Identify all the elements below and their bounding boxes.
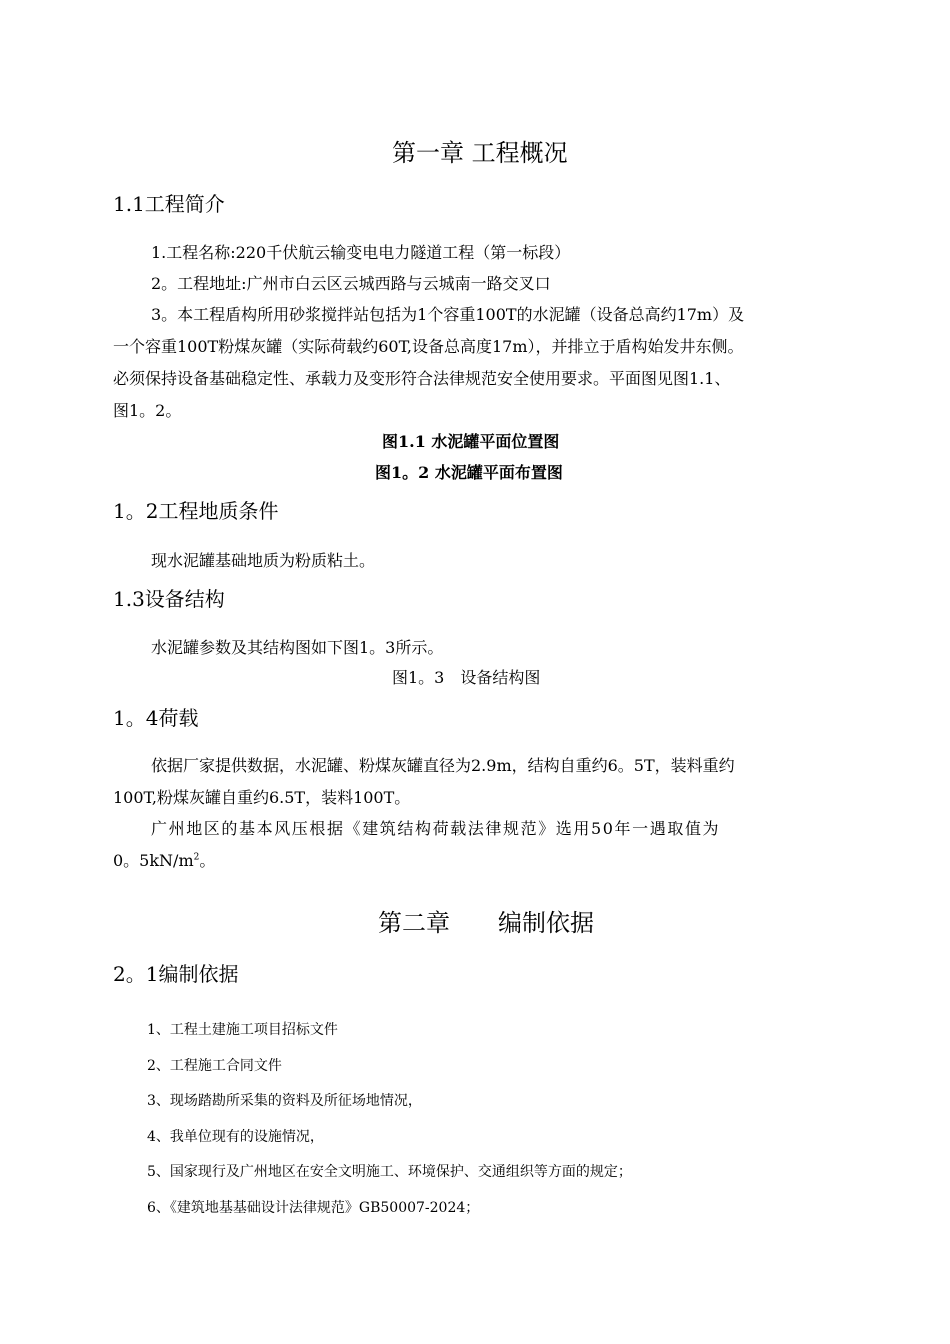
list-item: 3、现场踏勘所采集的资料及所征场地情况， [147,1093,422,1109]
superscript: 2 [193,852,200,863]
list-item: 5、国家现行及广州地区在安全文明施工、环境保护、交通组织等方面的规定； [147,1164,632,1180]
paragraph-project-name: 1.工程名称:220千伏航云输变电电力隧道工程（第一标段） [151,243,571,262]
figure-caption-1-1: 图1.1 水泥罐平面位置图 [382,432,560,451]
paragraph-wind-pressure [113,848,215,871]
paragraph-line: 3。本工程盾构所用砂浆搅拌站包括为1个容重100T的水泥罐（设备总高约17m）及 [151,305,745,324]
section-1-1-heading: 1.1工程简介 [113,192,225,216]
wind-pressure-value: 0。5kN/m [113,851,194,870]
paragraph-line: 广州地区的基本风压根据《建筑结构荷载法律规范》选用50年一遇取值为 [151,819,721,838]
paragraph-structure: 水泥罐参数及其结构图如下图1。3所示。 [151,638,444,657]
figure-caption-1-3: 图1。3 设备结构图 [392,668,541,687]
paragraph-project-address: 2。工程地址:广州市白云区云城西路与云城南一路交叉口 [151,274,551,293]
paragraph-line: 必须保持设备基础稳定性、承载力及变形符合法律规范安全使用要求。平面图见图1.1、 [113,369,731,388]
list-item: 6、《建筑地基基础设计法律规范》GB50007-2024； [147,1200,480,1216]
list-item: 2、工程施工合同文件 [147,1058,282,1074]
section-1-4-heading: 1。4荷载 [113,706,199,730]
list-item: 1、工程土建施工项目招标文件 [147,1022,338,1038]
section-1-3-heading: 1.3设备结构 [113,587,225,611]
paragraph-line: 一个容重100T粉煤灰罐（实际荷载约60T,设备总高度17m），并排立于盾构始发井东侧。 [113,337,744,356]
list-item: 4、我单位现有的设施情况， [147,1129,324,1145]
chapter-2-title: 第二章 编制依据 [378,909,594,937]
period: 。 [199,851,216,870]
paragraph-line: 图1。2。 [113,401,182,420]
paragraph-geology: 现水泥罐基础地质为粉质粘土。 [151,551,376,570]
paragraph-line: 依据厂家提供数据，水泥罐、粉煤灰罐直径为2.9m，结构自重约6。5T，装料重约 [151,756,735,775]
section-2-1-heading: 2。1编制依据 [113,962,239,986]
chapter-1-title: 第一章 工程概况 [392,139,568,167]
section-1-2-heading: 1。2工程地质条件 [113,499,279,523]
figure-caption-1-2: 图1。2 水泥罐平面布置图 [375,463,563,482]
paragraph-line: 100T,粉煤灰罐自重约6.5T，装料100T。 [113,788,411,807]
